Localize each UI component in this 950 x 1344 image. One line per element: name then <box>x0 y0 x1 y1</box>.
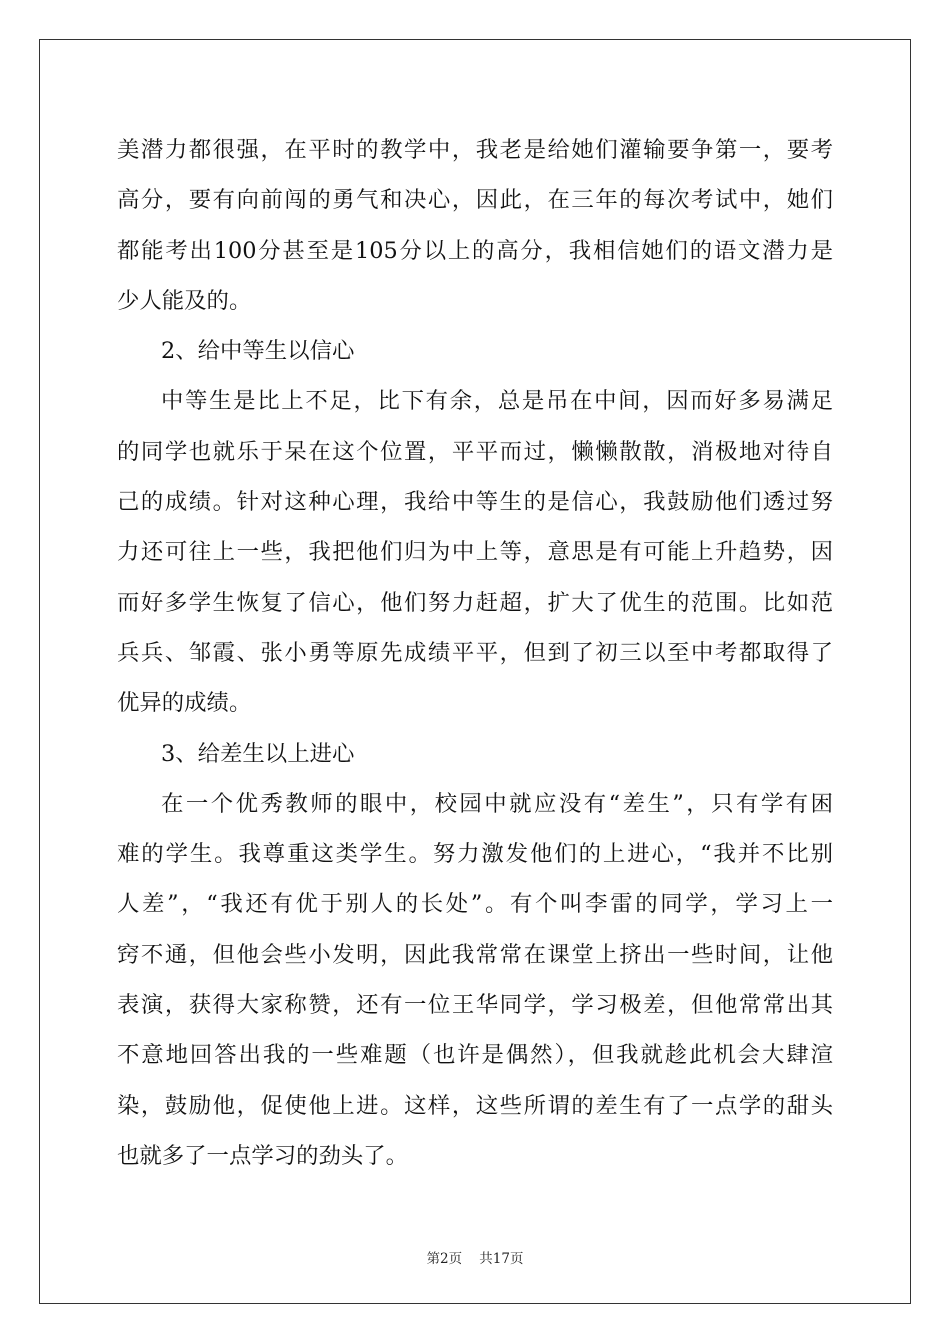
section-heading: 2、给中等生以信心 <box>161 338 355 365</box>
text-line: 也就多了一点学习的劲头了。 <box>117 1142 409 1169</box>
text-line: 美潜力都很强，在平时的教学中，我老是给她们灌输要争第一，要考 <box>117 137 833 163</box>
page-total: 共17页 <box>479 1251 524 1267</box>
text-line: 己的成绩。针对这种心理，我给中等生的是信心，我鼓励他们透过努 <box>117 489 833 516</box>
page-footer <box>0 1247 950 1267</box>
text-line: 优异的成绩。 <box>117 690 252 717</box>
text-line: 中等生是比上不足，比下有余，总是吊在中间，因而好多易满足 <box>161 388 833 415</box>
text-line: 高分，要有向前闯的勇气和决心，因此，在三年的每次考试中，她们 <box>117 187 833 214</box>
text-line: 都能考出100分甚至是105分以上的高分，我相信她们的语文潜力是 <box>117 237 833 264</box>
text-line: 在一个优秀教师的眼中，校园中就应没有“差生”，只有学有困 <box>161 790 833 817</box>
section-heading: 3、给差生以上进心 <box>161 740 355 767</box>
text-line: 力还可往上一些，我把他们归为中上等，意思是有可能上升趋势，因 <box>117 539 833 566</box>
text-line: 的同学也就乐于呆在这个位置，平平而过，懒懒散散，消极地对待自 <box>117 438 833 465</box>
text-line: 窍不通，但他会些小发明，因此我常常在课堂上挤出一些时间，让他 <box>117 941 833 968</box>
text-line: 难的学生。我尊重这类学生。努力激发他们的上进心，“我并不比别 <box>117 841 833 868</box>
text-line: 表演，获得大家称赞，还有一位王华同学，学习极差，但他常常出其 <box>117 992 833 1019</box>
text-line: 而好多学生恢复了信心，他们努力赶超，扩大了优生的范围。比如范 <box>117 589 833 616</box>
document-body <box>117 125 833 1181</box>
text-line: 兵兵、邹霞、张小勇等原先成绩平平，但到了初三以至中考都取得了 <box>117 639 833 666</box>
text-line: 人差”，“我还有优于别人的长处”。有个叫李雷的同学，学习上一 <box>117 891 833 918</box>
page-number: 第2页 <box>426 1251 463 1267</box>
text-line: 少人能及的。 <box>117 287 252 314</box>
text-line: 染，鼓励他，促使他上进。这样，这些所谓的差生有了一点学的甜头 <box>117 1092 833 1119</box>
text-line: 不意地回答出我的一些难题（也许是偶然），但我就趁此机会大肆渲 <box>117 1042 833 1069</box>
